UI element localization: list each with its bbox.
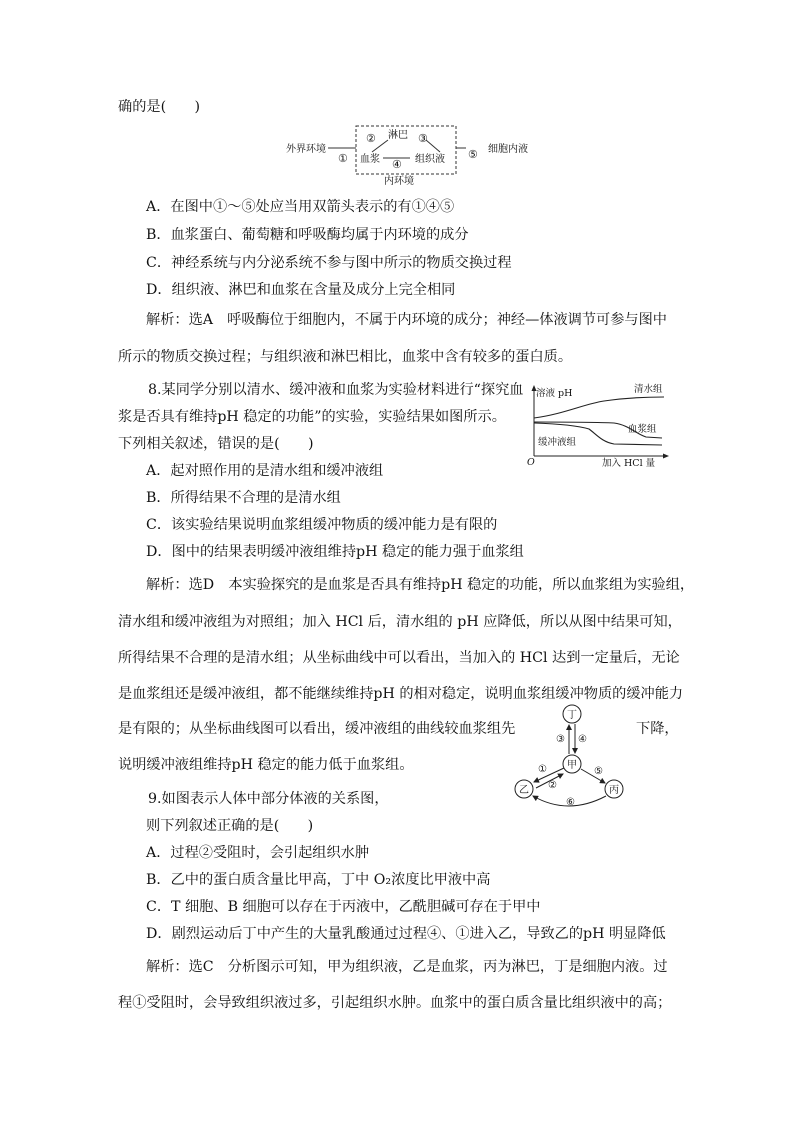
q8-ph-chart <box>524 382 674 470</box>
q8-analysis-line-4: 是血浆组还是缓冲液组，都不能继续维持pH 的相对稳定，说明血浆组缓冲物质的缓冲能力 <box>118 686 684 702</box>
num-2: ② <box>548 780 557 791</box>
origin-label: O <box>527 457 535 468</box>
buffer-group-label: 缓冲液组 <box>538 437 577 448</box>
num-5: ⑤ <box>594 766 603 777</box>
q8-option-c: C．该实验结果说明血浆组缓冲物质的缓冲能力是有限的 <box>146 517 498 533</box>
q8-analysis-line-1: 解析：选D 本实验探究的是血浆是否具有维持pH 稳定的功能，所以血浆组为实验组， <box>146 577 695 593</box>
q8-analysis-line-6: 说明缓冲液组维持pH 稳定的能力低于血浆组。 <box>118 757 414 773</box>
q9-analysis-line-2: 程①受阻时，会导致组织液过多，引起组织水肿。血浆中的蛋白质含量比组织液中的高； <box>118 995 672 1011</box>
q8-stem-line-2: 浆是否具有维持pH 稳定的功能”的实验，实验结果如图所示。 <box>118 409 506 425</box>
node-bing: 丙 <box>609 785 619 796</box>
q7-analysis-line-2: 所示的物质交换过程；与组织液和淋巴相比，血浆中含有较多的蛋白质。 <box>118 349 573 365</box>
outside-env-label: 外界环境 <box>286 144 326 155</box>
lymph-label: 淋巴 <box>388 130 408 141</box>
q9-option-b: B．乙中的蛋白质含量比甲高，丁中 O₂浓度比甲液中高 <box>146 872 491 888</box>
q8-option-d: D．图中的结果表明缓冲液组维持pH 稳定的能力强于血浆组 <box>146 544 524 560</box>
q8-analysis-line-2: 清水组和缓冲液组为对照组；加入 HCl 后，清水组的 pH 应降低，所以从图中结果可知， <box>118 614 682 630</box>
q9-stem-line-1: 9.如图表示人体中部分体液的关系图， <box>148 791 389 807</box>
num-2: ② <box>366 132 376 145</box>
plasma-group-label: 血浆组 <box>628 424 657 435</box>
num-4: ④ <box>392 158 402 171</box>
y-axis-label: 溶液 pH <box>536 388 573 399</box>
node-ding: 丁 <box>567 710 577 721</box>
q8-stem-line-1: 8.某同学分别以清水、缓冲液和血浆为实验材料进行“探究血 <box>148 382 524 398</box>
q8-option-b: B．所得结果不合理的是清水组 <box>146 490 341 506</box>
q8-analysis-line-3: 所得结果不合理的是清水组；从坐标曲线中可以看出，当加入的 HCl 达到一定量后，无论 <box>118 650 680 666</box>
num-6: ⑥ <box>566 797 575 808</box>
internal-env-label: 内环境 <box>384 176 414 187</box>
q7-option-a: A．在图中①～⑤处应当用双箭头表示的有①④⑤ <box>146 199 455 215</box>
q9-option-c: C．T 细胞、B 细胞可以存在于丙液中，乙酰胆碱可存在于甲中 <box>146 899 541 915</box>
q9-body-fluid-diagram <box>508 704 632 808</box>
q8-option-a: A．起对照作用的是清水组和缓冲液组 <box>146 463 384 479</box>
q9-stem-line-2: 则下列叙述正确的是( ) <box>146 818 314 834</box>
q9-analysis-line-1: 解析：选C 分析图示可知，甲为组织液，乙是血浆，丙为淋巴，丁是细胞内液。过 <box>146 959 668 975</box>
tissue-fluid-label: 组织液 <box>415 154 445 165</box>
water-curve <box>534 397 664 418</box>
num-4: ④ <box>578 734 587 745</box>
q7-option-c: C．神经系统与内分泌系统不参与图中所示的物质交换过程 <box>146 255 512 271</box>
q7-body-fluid-diagram <box>280 122 550 192</box>
q8-stem-line-3: 下列相关叙述，错误的是( ) <box>118 436 314 452</box>
q9-option-a: A．过程②受阻时，会引起组织水肿 <box>146 845 370 861</box>
num-5: ⑤ <box>468 148 478 161</box>
q7-option-d: D．组织液、淋巴和血浆在含量及成分上完全相同 <box>146 282 456 298</box>
x-axis-label: 加入 HCl 量 <box>602 458 656 469</box>
intracellular-label: 细胞内液 <box>488 144 528 155</box>
water-group-label: 清水组 <box>634 384 663 395</box>
num-3: ③ <box>556 734 565 745</box>
q8-analysis-line-5: 是有限的；从坐标曲线图可以看出，缓冲液组的曲线较血浆组先 <box>118 721 516 737</box>
q7-analysis-line-1: 解析：选A 呼吸酶位于细胞内，不属于内环境的成分；神经—体液调节可参与图中 <box>146 312 667 328</box>
plasma-label: 血浆 <box>360 154 380 165</box>
num-1: ① <box>338 152 348 165</box>
node-yi: 乙 <box>519 785 529 796</box>
num-3: ③ <box>418 132 428 145</box>
node-jia: 甲 <box>567 760 577 771</box>
q7-option-b: B．血浆蛋白、葡萄糖和呼吸酶均属于内环境的成分 <box>146 227 469 243</box>
q9-option-d: D．剧烈运动后丁中产生的大量乳酸通过过程④、①进入乙，导致乙的pH 明显降低 <box>146 926 666 942</box>
q7-stem-end: 确的是( ) <box>118 99 201 115</box>
num-1: ① <box>538 764 547 775</box>
q8-analysis-line-5-end: 下降， <box>636 721 679 737</box>
